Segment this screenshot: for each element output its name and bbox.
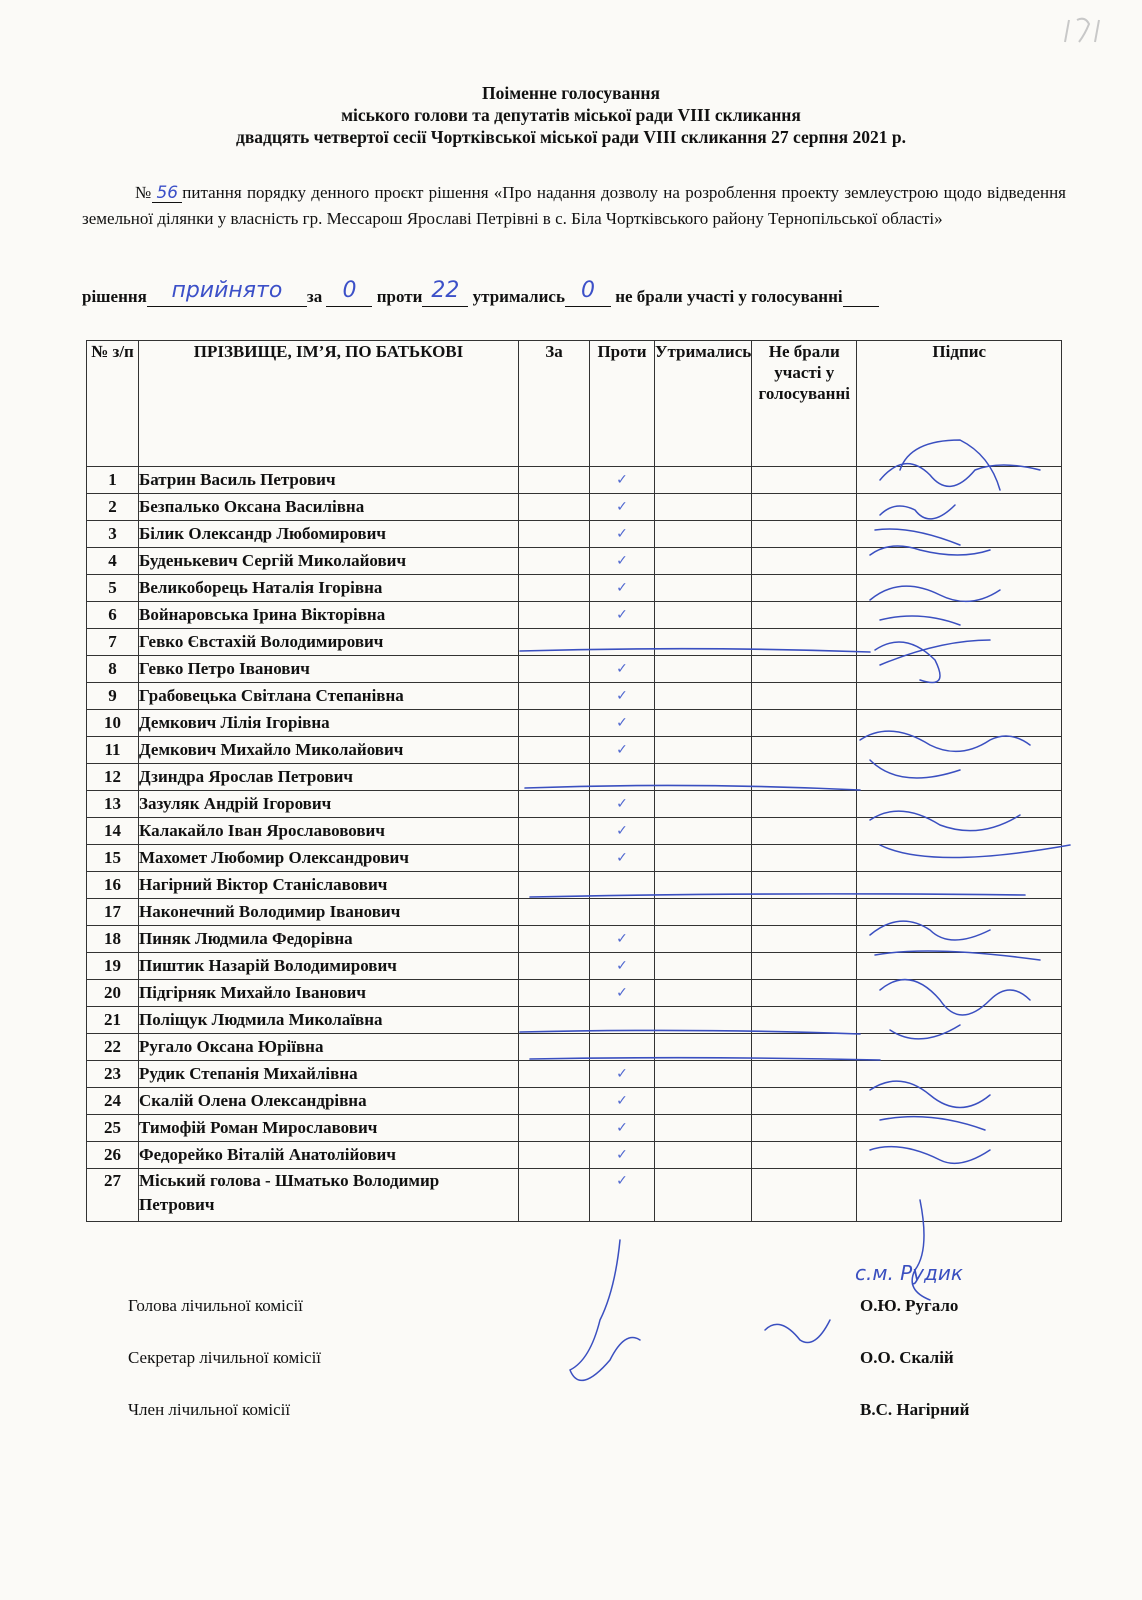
table-row <box>87 764 1062 791</box>
row-number: 6 <box>87 602 139 629</box>
row-number: 13 <box>87 791 139 818</box>
row-number: 16 <box>87 872 139 899</box>
item-text: питання порядку денного проєкт рішення «Про надання дозволу на розроблення проекту землеустрою щодо відведення земельної ділянки у власність гр. Мессарош Ярославі Петрівні в с. Біла Чортківського району Тернопільської області» <box>82 183 1066 228</box>
table-row <box>87 737 1062 764</box>
row-abstain-cell <box>655 737 752 764</box>
row-number: 3 <box>87 521 139 548</box>
row-against-cell <box>590 764 655 791</box>
row-number: 17 <box>87 899 139 926</box>
row-for-cell <box>519 926 590 953</box>
for-label: за <box>306 287 323 306</box>
table-row <box>87 899 1062 926</box>
table-row <box>87 926 1062 953</box>
row-number: 8 <box>87 656 139 683</box>
row-for-cell <box>519 872 590 899</box>
row-absent-cell <box>752 953 857 980</box>
row-against-cell: ✓ <box>590 521 655 548</box>
row-absent-cell <box>752 1115 857 1142</box>
header-absent: Не брали участі у голосуванні <box>752 341 857 467</box>
row-abstain-cell <box>655 791 752 818</box>
row-name: Зазуляк Андрій Ігорович <box>139 791 519 818</box>
row-for-cell <box>519 1088 590 1115</box>
row-name: Батрин Василь Петрович <box>139 467 519 494</box>
row-for-cell <box>519 548 590 575</box>
row-absent-cell <box>752 467 857 494</box>
row-against-cell <box>590 1007 655 1034</box>
row-against-cell: ✓ <box>590 494 655 521</box>
row-for-cell <box>519 737 590 764</box>
abstain-label: утримались <box>472 287 565 306</box>
table-row <box>87 980 1062 1007</box>
row-name: Міський голова - Шматько Володимир Петрович <box>139 1169 519 1222</box>
row-absent-cell <box>752 1169 857 1222</box>
row-number: 11 <box>87 737 139 764</box>
row-absent-cell <box>752 656 857 683</box>
row-number: 26 <box>87 1142 139 1169</box>
secretary-name: О.О. Скалій <box>860 1348 954 1367</box>
row-name: Грабовецька Світлана Степанівна <box>139 683 519 710</box>
row-abstain-cell <box>655 1061 752 1088</box>
row-signature-cell <box>857 1169 1062 1222</box>
agenda-item <box>82 180 1066 232</box>
row-number: 21 <box>87 1007 139 1034</box>
row-name: Тимофій Роман Мирославович <box>139 1115 519 1142</box>
table-row <box>87 1034 1062 1061</box>
row-signature-cell <box>857 548 1062 575</box>
item-number-prefix: № <box>134 183 153 202</box>
row-absent-cell <box>752 575 857 602</box>
row-number: 27 <box>87 1169 139 1222</box>
row-signature-cell <box>857 1007 1062 1034</box>
row-signature-cell <box>857 737 1062 764</box>
row-number: 22 <box>87 1034 139 1061</box>
row-against-cell: ✓ <box>590 656 655 683</box>
row-for-cell <box>519 953 590 980</box>
row-name: Калакайло Іван Ярославовович <box>139 818 519 845</box>
row-for-cell <box>519 494 590 521</box>
table-row <box>87 818 1062 845</box>
row-signature-cell <box>857 602 1062 629</box>
row-number: 12 <box>87 764 139 791</box>
row-for-cell <box>519 1169 590 1222</box>
row-for-cell <box>519 980 590 1007</box>
table-row <box>87 845 1062 872</box>
row-abstain-cell <box>655 845 752 872</box>
against-count-handwritten: 22 <box>431 278 460 303</box>
row-name: Федорейко Віталій Анатолійович <box>139 1142 519 1169</box>
row-abstain-cell <box>655 1034 752 1061</box>
row-absent-cell <box>752 926 857 953</box>
row-name: Наконечний Володимир Іванович <box>139 899 519 926</box>
row-signature-cell <box>857 764 1062 791</box>
row-name: Гевко Петро Іванович <box>139 656 519 683</box>
chair-role: Голова лічильної комісії <box>128 1296 303 1315</box>
table-row <box>87 1169 1062 1222</box>
corner-page-mark <box>1055 12 1125 52</box>
row-abstain-cell <box>655 467 752 494</box>
row-abstain-cell <box>655 629 752 656</box>
row-signature-cell <box>857 818 1062 845</box>
row-number: 20 <box>87 980 139 1007</box>
row-against-cell: ✓ <box>590 1061 655 1088</box>
table-row <box>87 521 1062 548</box>
row-abstain-cell <box>655 953 752 980</box>
table-row <box>87 602 1062 629</box>
row-absent-cell <box>752 980 857 1007</box>
row-for-cell <box>519 1061 590 1088</box>
row-absent-cell <box>752 1061 857 1088</box>
row-number: 24 <box>87 1088 139 1115</box>
row-signature-cell <box>857 1115 1062 1142</box>
table-row <box>87 494 1062 521</box>
row-name: Махомет Любомир Олександрович <box>139 845 519 872</box>
table-row <box>87 953 1062 980</box>
row-abstain-cell <box>655 521 752 548</box>
row-absent-cell <box>752 683 857 710</box>
absent-label: не брали участі у голосуванні <box>615 287 843 306</box>
row-abstain-cell <box>655 899 752 926</box>
table-row <box>87 683 1062 710</box>
table-row <box>87 575 1062 602</box>
row-for-cell <box>519 710 590 737</box>
row-abstain-cell <box>655 872 752 899</box>
row-signature-cell <box>857 467 1062 494</box>
chair-name: О.Ю. Ругало <box>860 1296 959 1315</box>
row-name: Пиштик Назарій Володимирович <box>139 953 519 980</box>
row-number: 4 <box>87 548 139 575</box>
row-name: Поліщук Людмила Миколаївна <box>139 1007 519 1034</box>
row-signature-cell <box>857 629 1062 656</box>
decision-value-handwritten: прийнято <box>171 278 283 303</box>
row-against-cell <box>590 1034 655 1061</box>
table-row <box>87 872 1062 899</box>
row-number: 15 <box>87 845 139 872</box>
row-abstain-cell <box>655 1142 752 1169</box>
row-absent-cell <box>752 494 857 521</box>
row-name: Безпалько Оксана Василівна <box>139 494 519 521</box>
row-absent-cell <box>752 872 857 899</box>
handwritten-note: с.м. Рудик <box>855 1261 963 1285</box>
table-row <box>87 548 1062 575</box>
row-absent-cell <box>752 548 857 575</box>
row-name: Скалій Олена Олександрівна <box>139 1088 519 1115</box>
row-abstain-cell <box>655 575 752 602</box>
row-name: Нагірний Віктор Станіславович <box>139 872 519 899</box>
row-for-cell <box>519 818 590 845</box>
row-name: Великоборець Наталія Ігорівна <box>139 575 519 602</box>
row-against-cell: ✓ <box>590 980 655 1007</box>
row-for-cell <box>519 764 590 791</box>
row-name: Білик Олександр Любомирович <box>139 521 519 548</box>
row-against-cell: ✓ <box>590 575 655 602</box>
row-abstain-cell <box>655 683 752 710</box>
table-row <box>87 1061 1062 1088</box>
header-session-line: двадцять четвертої сесії Чортківської міської ради VIII скликання 27 серпня 2021 р. <box>235 127 907 147</box>
row-for-cell <box>519 899 590 926</box>
row-for-cell <box>519 845 590 872</box>
row-abstain-cell <box>655 764 752 791</box>
chair-signature <box>570 1240 640 1380</box>
table-row <box>87 467 1062 494</box>
row-signature-cell <box>857 872 1062 899</box>
row-abstain-cell <box>655 1007 752 1034</box>
row-signature-cell <box>857 980 1062 1007</box>
row-for-cell <box>519 656 590 683</box>
decision-label: рішення <box>82 287 147 306</box>
header-name: ПРІЗВИЩЕ, ІМ’Я, ПО БАТЬКОВІ <box>139 341 519 467</box>
row-for-cell <box>519 602 590 629</box>
row-against-cell: ✓ <box>590 683 655 710</box>
row-absent-cell <box>752 1007 857 1034</box>
row-against-cell: ✓ <box>590 953 655 980</box>
row-abstain-cell <box>655 980 752 1007</box>
row-abstain-cell <box>655 494 752 521</box>
row-against-cell: ✓ <box>590 845 655 872</box>
row-against-cell: ✓ <box>590 1115 655 1142</box>
row-absent-cell <box>752 845 857 872</box>
row-signature-cell <box>857 575 1062 602</box>
member-name: В.С. Нагірний <box>860 1400 970 1419</box>
row-signature-cell <box>857 899 1062 926</box>
row-signature-cell <box>857 845 1062 872</box>
row-signature-cell <box>857 953 1062 980</box>
row-name: Ругало Оксана Юріївна <box>139 1034 519 1061</box>
row-signature-cell <box>857 1088 1062 1115</box>
table-row <box>87 710 1062 737</box>
row-absent-cell <box>752 629 857 656</box>
row-name: Гевко Євстахій Володимирович <box>139 629 519 656</box>
row-number: 25 <box>87 1115 139 1142</box>
table-row <box>87 791 1062 818</box>
row-signature-cell <box>857 656 1062 683</box>
row-name: Пиняк Людмила Федорівна <box>139 926 519 953</box>
row-absent-cell <box>752 1142 857 1169</box>
row-absent-cell <box>752 1034 857 1061</box>
row-against-cell <box>590 872 655 899</box>
table-row <box>87 629 1062 656</box>
header-against: Проти <box>590 341 655 467</box>
row-against-cell: ✓ <box>590 467 655 494</box>
row-number: 9 <box>87 683 139 710</box>
row-abstain-cell <box>655 710 752 737</box>
row-for-cell <box>519 1034 590 1061</box>
row-abstain-cell <box>655 1115 752 1142</box>
row-abstain-cell <box>655 656 752 683</box>
row-against-cell: ✓ <box>590 1142 655 1169</box>
row-absent-cell <box>752 710 857 737</box>
row-absent-cell <box>752 791 857 818</box>
row-for-cell <box>519 1142 590 1169</box>
row-absent-cell <box>752 521 857 548</box>
member-role: Член лічильної комісії <box>128 1400 291 1419</box>
row-name: Підгірняк Михайло Іванович <box>139 980 519 1007</box>
secretary-role: Секретар лічильної комісії <box>128 1348 322 1367</box>
row-absent-cell <box>752 602 857 629</box>
row-abstain-cell <box>655 1088 752 1115</box>
row-name: Демкович Михайло Миколайович <box>139 737 519 764</box>
row-name: Войнаровська Ірина Вікторівна <box>139 602 519 629</box>
table-row <box>87 656 1062 683</box>
header-title: Поіменне голосування <box>482 83 660 103</box>
row-number: 19 <box>87 953 139 980</box>
decision-line <box>82 278 1072 307</box>
item-number-handwritten: 56 <box>156 183 179 203</box>
row-for-cell <box>519 683 590 710</box>
table-row <box>87 1007 1062 1034</box>
row-signature-cell <box>857 791 1062 818</box>
row-for-cell <box>519 1007 590 1034</box>
row-absent-cell <box>752 737 857 764</box>
row-for-cell <box>519 629 590 656</box>
header-abstain: Утримались <box>655 341 752 467</box>
row-against-cell: ✓ <box>590 926 655 953</box>
row-signature-cell <box>857 1034 1062 1061</box>
row-against-cell: ✓ <box>590 1169 655 1222</box>
header-signature: Підпис <box>857 341 1062 467</box>
row-absent-cell <box>752 818 857 845</box>
row-name: Буденькевич Сергій Миколайович <box>139 548 519 575</box>
row-signature-cell <box>857 683 1062 710</box>
row-signature-cell <box>857 1061 1062 1088</box>
row-against-cell: ✓ <box>590 1088 655 1115</box>
row-number: 7 <box>87 629 139 656</box>
row-for-cell <box>519 467 590 494</box>
row-absent-cell <box>752 899 857 926</box>
row-against-cell <box>590 899 655 926</box>
for-count-handwritten: 0 <box>342 278 357 303</box>
row-number: 1 <box>87 467 139 494</box>
header-number: № з/п <box>87 341 139 467</box>
row-number: 23 <box>87 1061 139 1088</box>
row-abstain-cell <box>655 602 752 629</box>
row-absent-cell <box>752 1088 857 1115</box>
row-for-cell <box>519 791 590 818</box>
row-number: 2 <box>87 494 139 521</box>
table-row <box>87 1088 1062 1115</box>
row-signature-cell <box>857 1142 1062 1169</box>
document-header <box>0 82 1142 148</box>
row-name: Рудик Степанія Михайлівна <box>139 1061 519 1088</box>
row-for-cell <box>519 1115 590 1142</box>
table-row <box>87 1115 1062 1142</box>
row-for-cell <box>519 575 590 602</box>
row-abstain-cell <box>655 818 752 845</box>
row-abstain-cell <box>655 548 752 575</box>
abstain-count-handwritten: 0 <box>580 278 595 303</box>
row-against-cell: ✓ <box>590 791 655 818</box>
row-name: Дзиндра Ярослав Петрович <box>139 764 519 791</box>
row-absent-cell <box>752 764 857 791</box>
row-signature-cell <box>857 710 1062 737</box>
against-label: проти <box>376 287 423 306</box>
row-number: 10 <box>87 710 139 737</box>
row-name: Демкович Лілія Ігорівна <box>139 710 519 737</box>
row-signature-cell <box>857 521 1062 548</box>
header-subtitle: міського голови та депутатів міської ради VIII скликання <box>341 105 801 125</box>
row-abstain-cell <box>655 926 752 953</box>
row-against-cell: ✓ <box>590 710 655 737</box>
roll-call-table <box>86 340 1062 1222</box>
row-abstain-cell <box>655 1169 752 1222</box>
row-number: 14 <box>87 818 139 845</box>
row-signature-cell <box>857 926 1062 953</box>
row-against-cell: ✓ <box>590 818 655 845</box>
row-number: 5 <box>87 575 139 602</box>
row-for-cell <box>519 521 590 548</box>
row-against-cell: ✓ <box>590 737 655 764</box>
row-against-cell: ✓ <box>590 602 655 629</box>
secretary-signature <box>765 1320 830 1343</box>
row-number: 18 <box>87 926 139 953</box>
row-signature-cell <box>857 494 1062 521</box>
row-against-cell <box>590 629 655 656</box>
table-row <box>87 1142 1062 1169</box>
row-against-cell: ✓ <box>590 548 655 575</box>
header-for: За <box>519 341 590 467</box>
